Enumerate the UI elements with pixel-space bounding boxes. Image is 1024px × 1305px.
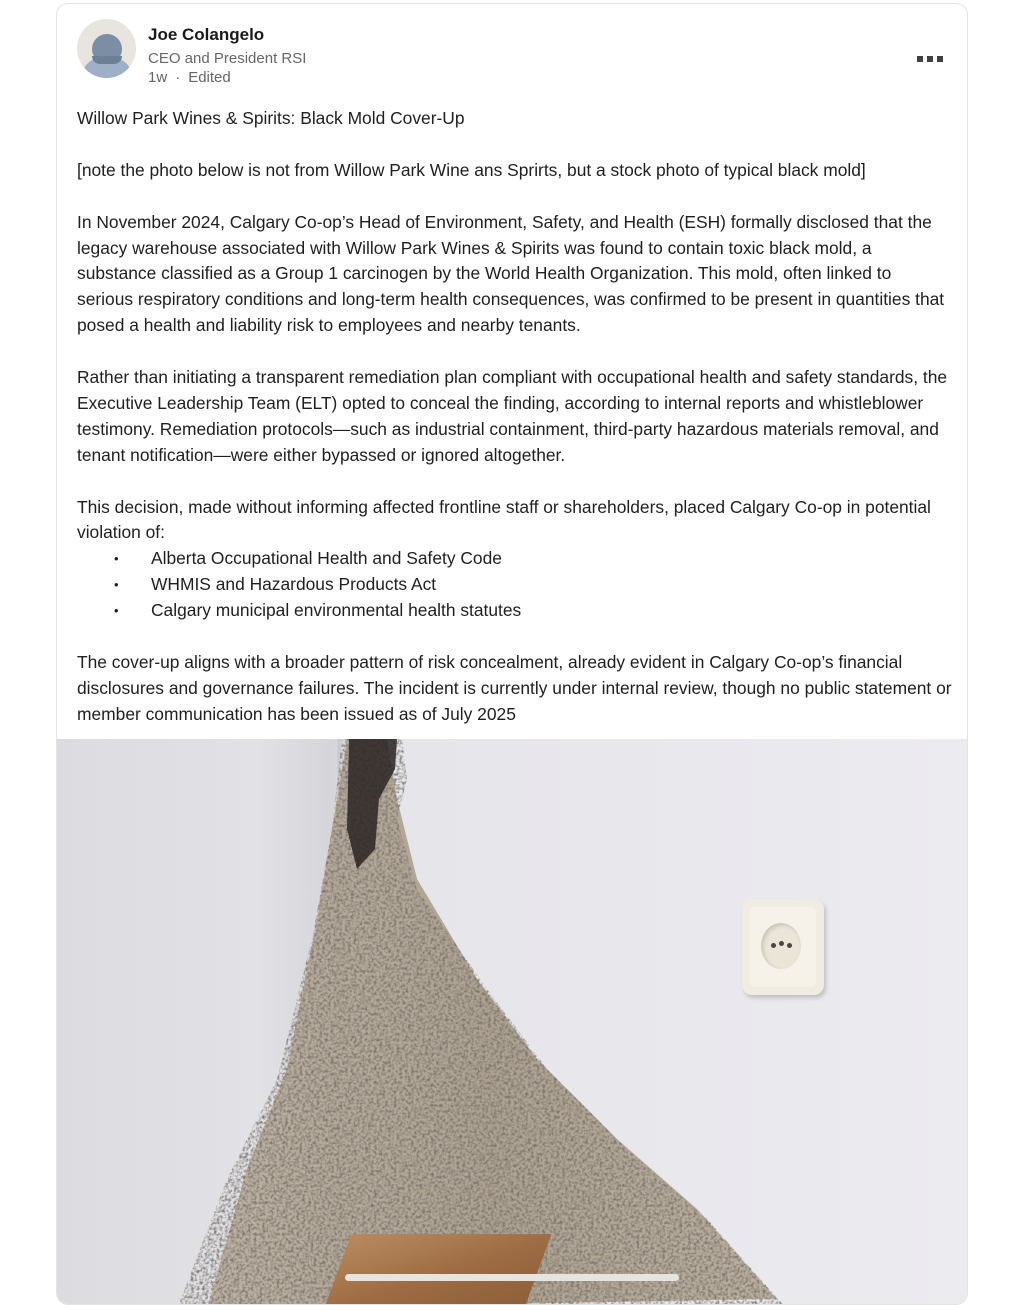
more-options-button[interactable] [917,49,947,69]
outlet-hole [771,943,776,948]
post-body [77,106,952,754]
outlet-hole [787,943,792,948]
list-item: • WHMIS and Hazardous Products Act [77,572,952,598]
home-indicator[interactable] [345,1274,679,1281]
baseboard [319,1234,552,1305]
post-paragraph: Rather than initiating a transparent remediation plan compliant with occupational health and safety standards, the Executive Leadership Team (ELT) opted to conceal the finding, according to internal reports and whistleblower testimony. Remediation protocols—such as industrial containment, third-party hazardous materials removal, and tenant notification—were either bypassed or ignored altogether. [77,367,948,465]
post-header [77,19,937,86]
post-meta [148,69,231,86]
ellipsis-icon [917,56,923,62]
outlet-hole [779,941,784,946]
violations-list [77,546,952,624]
ellipsis-icon-dot [927,56,933,62]
ellipsis-icon-dot [937,56,943,62]
post-image[interactable] [57,739,967,1305]
post-paragraph: In November 2024, Calgary Co-op’s Head of Environment, Safety, and Health (ESH) formally disclosed that the legacy warehouse associated with Willow Park Wines & Spirits was found to contain toxic black mold, a substance classified as a Group 1 carcinogen by the World Health Organization. This mold, often linked to serious respiratory conditions and long-term health consequences, was confirmed to be present in quantities that posed a health and liability risk to employees and nearby tenants. [77,211,945,336]
post-closing: The cover-up aligns with a broader pattern of risk concealment, already evident in Calgary Co-op’s financial disclosures and governance failures. The incident is currently under internal review, though no public statement or member communication has been issued as of July 2025 [77,651,952,724]
post-time: 1w [148,69,168,86]
edited-label: Edited [188,69,231,86]
outlet-socket [761,923,801,969]
meta-separator: · [175,69,181,86]
list-item: • Alberta Occupational Health and Safety Code [77,546,952,572]
post-title: Willow Park Wines & Spirits: Black Mold Cover-Up [77,108,465,128]
electrical-outlet [742,899,824,995]
avatar-shadow [92,56,122,64]
author-name[interactable]: Joe Colangelo [148,25,265,44]
post-note: [note the photo below is not from Willow Park Wine ans Sprirts, but a stock photo of typical black mold] [77,159,866,180]
list-item: • Calgary municipal environmental health statutes [77,598,952,624]
avatar[interactable] [77,19,136,78]
mold-illustration [57,739,967,1305]
author-headline: CEO and President RSI [148,50,307,67]
post-card [56,3,968,1305]
post-paragraph: This decision, made without informing affected frontline staff or shareholders, placed Calgary Co-op in potential violation of: [77,496,931,543]
mold-spots [177,739,787,1305]
